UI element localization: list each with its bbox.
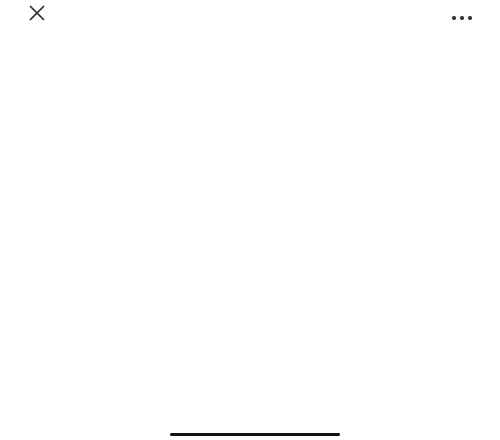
top-bar	[0, 0, 500, 28]
home-indicator	[170, 433, 340, 436]
more-dots-icon[interactable]	[452, 5, 482, 19]
close-icon[interactable]	[24, 2, 50, 24]
